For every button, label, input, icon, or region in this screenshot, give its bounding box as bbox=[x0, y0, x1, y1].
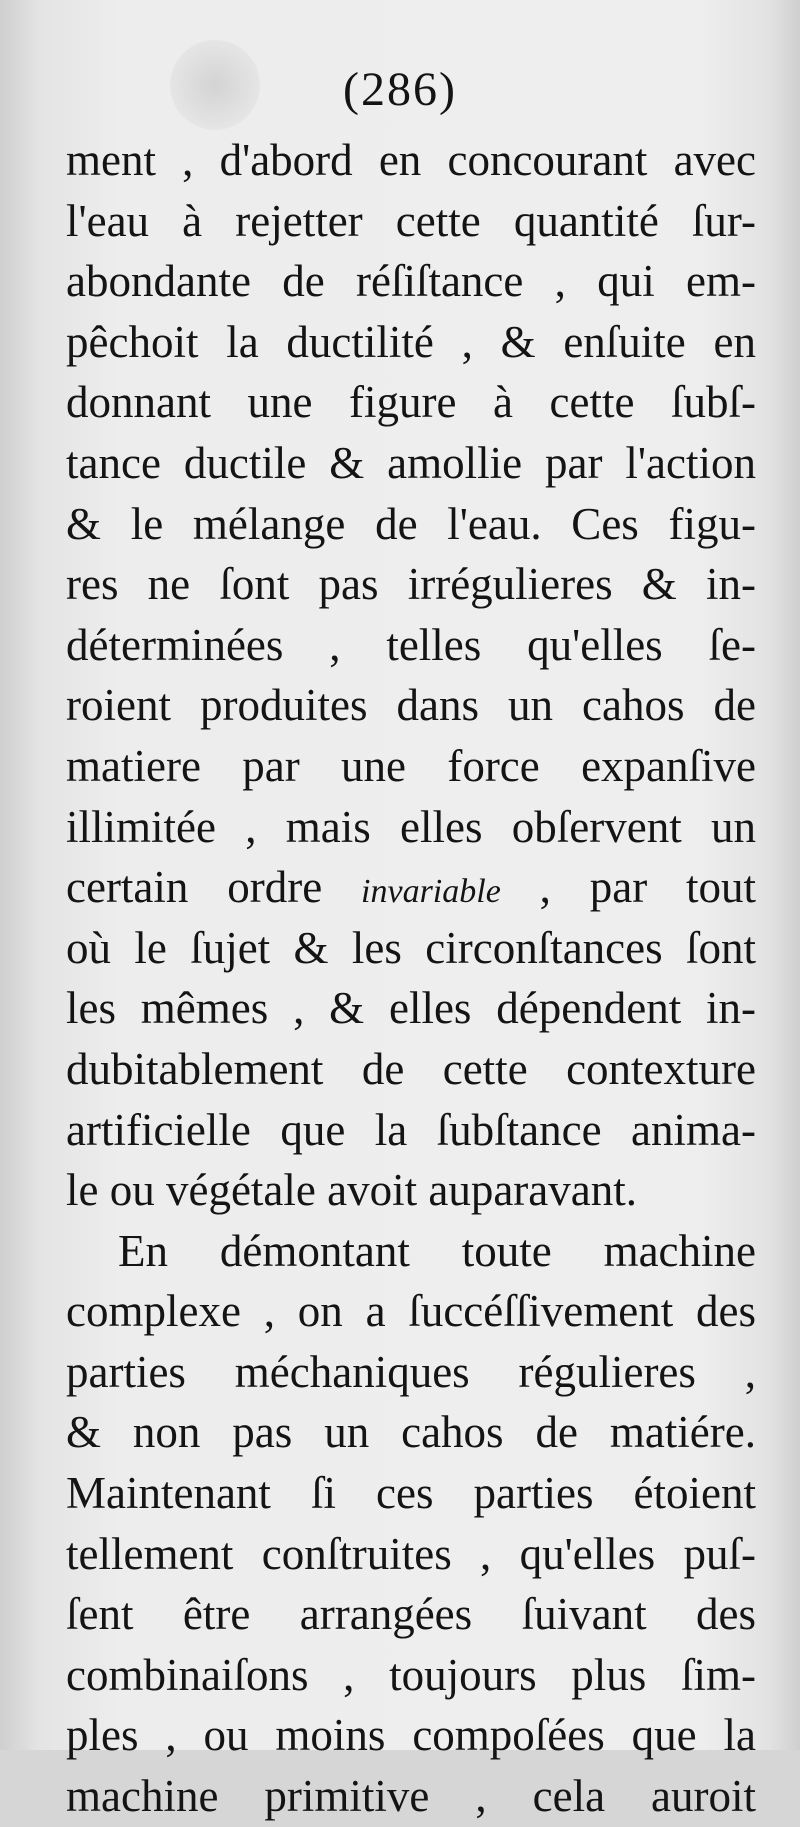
text-segment: , par tout bbox=[539, 862, 757, 913]
text-line-with-italic bbox=[66, 857, 756, 918]
text-line: ſent être arrangées ſuivant des bbox=[66, 1589, 756, 1640]
italic-word: invariable bbox=[361, 873, 501, 911]
text-line: l'eau à rejetter cette quantité ſur- bbox=[66, 195, 756, 246]
text-line: Maintenant ſi ces parties étoient bbox=[66, 1468, 756, 1519]
paragraph-start-line: En démontant toute machine bbox=[118, 1225, 756, 1276]
text-line: parties méchaniques régulieres , bbox=[66, 1346, 756, 1397]
text-line: ment , d'abord en concourant avec bbox=[66, 135, 756, 185]
text-line: artificielle que la ſubſtance anima- bbox=[66, 1104, 756, 1155]
text-line: pêchoit la ductilité , & enſuite en bbox=[66, 316, 756, 367]
text-line: res ne ſont pas irrégulieres & in- bbox=[66, 559, 756, 610]
text-line: les mêmes , & elles dépendent in- bbox=[66, 983, 756, 1034]
text-line: combinaiſons , toujours plus ſim- bbox=[66, 1649, 756, 1700]
text-line: roient produites dans un cahos de bbox=[66, 680, 756, 731]
text-line: ples , ou moins compoſées que la bbox=[66, 1710, 756, 1761]
text-line: tellement conſtruites , qu'elles puſ- bbox=[66, 1528, 756, 1579]
text-line: matiere par une force expanſive bbox=[66, 740, 756, 791]
page-number: (286) bbox=[343, 63, 457, 116]
text-line: & non pas un cahos de matiére. bbox=[66, 1407, 756, 1458]
text-line: machine primitive , cela auroit bbox=[66, 1771, 756, 1822]
text-line: déterminées , telles qu'elles ſe- bbox=[66, 619, 756, 670]
text-segment: certain ordre bbox=[66, 862, 323, 913]
text-line: complexe , on a ſuccéſſivement des bbox=[66, 1286, 756, 1337]
text-line: tance ductile & amollie par l'action bbox=[66, 437, 756, 488]
text-line: dubitablement de cette contexture bbox=[66, 1043, 756, 1094]
text-line: donnant une figure à cette ſubſ- bbox=[66, 377, 756, 428]
paragraph-end-line: le ou végétale avoit auparavant. bbox=[66, 1165, 637, 1216]
body-text bbox=[66, 130, 756, 1827]
text-line: illimitée , mais elles obſervent un bbox=[66, 801, 756, 852]
text-line: & le mélange de l'eau. Ces figu- bbox=[66, 498, 756, 549]
text-line: abondante de réſiſtance , qui em- bbox=[66, 256, 756, 307]
text-line: où le ſujet & les circonſtances ſont bbox=[66, 922, 756, 973]
